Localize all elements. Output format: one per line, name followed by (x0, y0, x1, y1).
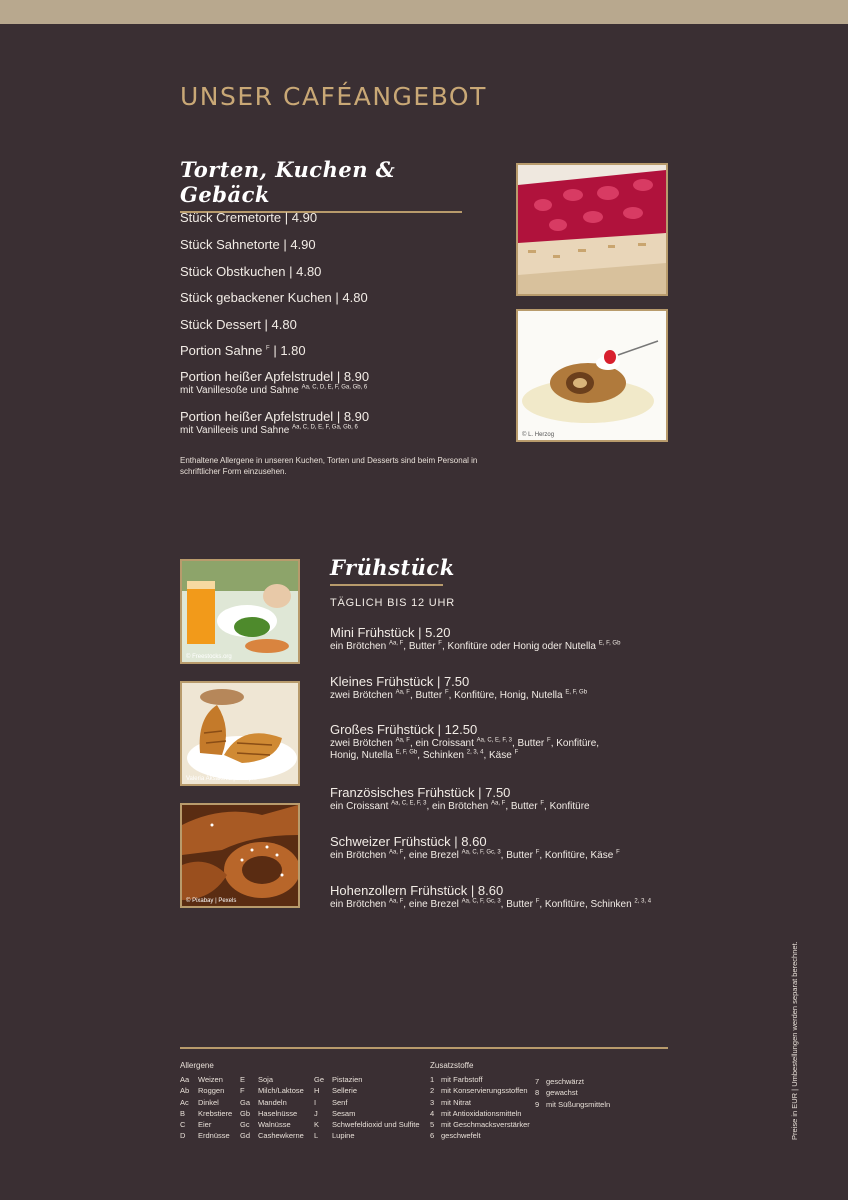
legend-label: Walnüsse (258, 1120, 291, 1130)
legend-code: J (314, 1108, 318, 1118)
apple-strudel-photo (516, 309, 668, 442)
breakfast-menu-item: Mini Frühstück | 5.20 ein Brötchen $^{Aa, F}$, Butter $^F$, Konfitüre oder Honig oder Nutella $^{E, F, Gb}$ (330, 625, 621, 652)
description-text: , Käse (483, 750, 515, 761)
allergen-codes: Aa, F (388, 898, 404, 905)
item-description (330, 690, 587, 702)
legend-code: C (180, 1120, 186, 1130)
legend-code: Ge (314, 1075, 325, 1084)
legend-label: Dinkel (198, 1097, 219, 1107)
item-price: 1.80 (280, 343, 306, 358)
item-price: 4.80 (342, 290, 368, 305)
legend-row (430, 1108, 530, 1119)
item-name: Französisches Frühstück (330, 785, 475, 800)
item-price: 7.50 (443, 674, 470, 689)
item-price: 8.90 (343, 409, 370, 424)
legend-label: Cashewkerne (258, 1131, 304, 1141)
breakfast-section-rule (330, 584, 443, 586)
legend-row (430, 1085, 530, 1096)
legend-row (180, 1097, 232, 1108)
legend-column (180, 1074, 232, 1142)
allergen-codes: E, F, Gb (395, 749, 418, 756)
legend-row (314, 1108, 420, 1119)
legend-label: Haselnüsse (258, 1108, 298, 1118)
legend-code: H (314, 1086, 320, 1096)
legend-label: Weizen (198, 1075, 223, 1084)
legend-label: mit Geschmacksverstärker (441, 1120, 530, 1130)
cake-menu-item: Stück Sahnetorte | 4.90 (180, 237, 316, 252)
description-text: , Konfitüre, Honig, Nutella (448, 690, 566, 701)
item-price: 4.90 (291, 210, 318, 225)
legend-row (430, 1119, 530, 1130)
legend-label: Eier (198, 1120, 212, 1130)
allergen-note: Enthaltene Allergene in unseren Kuchen, Torten und Desserts sind beim Personal in schriftlicher Form einzusehen. (180, 456, 478, 476)
legend-row (240, 1074, 304, 1085)
strudel-photo-credit: © L. Herzog (522, 432, 555, 438)
legend-code: Aa (180, 1075, 190, 1084)
legend-label: Milch/Laktose (258, 1086, 304, 1096)
legend-label: geschwefelt (441, 1131, 481, 1141)
pretzel-photo (180, 803, 300, 908)
legend-column (314, 1074, 420, 1142)
item-name: Stück gebackener Kuchen (180, 290, 332, 305)
item-name: Stück Dessert (180, 317, 261, 332)
breakfast-table-photo (180, 559, 300, 664)
legend-label: geschwärzt (546, 1077, 584, 1086)
item-description (330, 641, 620, 653)
description-text: , Butter (512, 738, 548, 749)
legend-label: Roggen (198, 1086, 225, 1096)
item-price: 4.80 (271, 317, 297, 332)
legend-label: mit Antioxidationsmitteln (441, 1108, 522, 1118)
allergen-codes: E, F, Gb (565, 689, 588, 696)
legend-code: 4 (430, 1108, 435, 1118)
legend-code: B (180, 1108, 186, 1118)
cake-menu-item: Portion Sahne $^F$ | 1.80 (180, 343, 306, 358)
allergen-codes: Aa, F (388, 849, 404, 856)
cake-menu-item: Portion heißer Apfelstrudel | 8.90 mit Vanillesoße und Sahne $^{Aa, C, D, E, F, Ga, Gb, 6}$ (180, 369, 370, 396)
description-text: , Konfitüre oder Honig oder Nutella (441, 641, 599, 652)
item-description (330, 738, 599, 750)
legend-code: 5 (430, 1120, 435, 1130)
description-text: mit Vanilleeis und Sahne (180, 425, 293, 436)
item-name: Mini Frühstück (330, 625, 415, 640)
legend-label: mit Konservierungsstoffen (441, 1086, 528, 1096)
cake-section-title-text: Torten, Kuchen & Gebäck (180, 157, 396, 207)
cake-section-title (180, 157, 462, 213)
legend-code: Gc (240, 1120, 250, 1130)
description-text: , Butter (500, 899, 536, 910)
legend-row (180, 1108, 232, 1119)
legend-row (240, 1085, 304, 1096)
legend-row (535, 1087, 610, 1098)
cake-menu-item: Portion heißer Apfelstrudel | 8.90 mit Vanilleeis und Sahne $^{Aa, C, D, E, F, Ga, Gb, 6}$ (180, 409, 370, 436)
legend-code: Gb (240, 1108, 251, 1118)
allergen-codes: Aa, F (388, 640, 404, 647)
legend-row (180, 1074, 232, 1085)
description-text: , Butter (403, 641, 439, 652)
legend-code: K (314, 1120, 320, 1130)
croissant-photo-credit: Valeria Aksakova | Freepik (186, 776, 257, 782)
description-text: , Konfitüre (544, 801, 590, 812)
description-text: , eine Brezel (403, 850, 462, 861)
description-text: , ein Brötchen (426, 801, 491, 812)
item-price: 8.90 (343, 369, 370, 384)
cake-menu-item: Stück Obstkuchen | 4.80 (180, 264, 322, 279)
pretzel-photo-credit: © Pixabay | Pexels (186, 898, 237, 904)
legend-code: D (180, 1131, 186, 1141)
legend-row (314, 1074, 420, 1085)
item-name: Portion Sahne (180, 343, 263, 358)
footer-rule (180, 1047, 668, 1049)
legend-row (240, 1097, 304, 1108)
page-title: UNSER CAFÉANGEBOT (180, 82, 487, 111)
item-description (330, 801, 590, 813)
legend-label: Senf (332, 1097, 348, 1107)
legend-column (535, 1076, 610, 1110)
description-text: ein Brötchen (330, 850, 389, 861)
legend-row (180, 1085, 232, 1096)
item-price: 4.80 (296, 264, 322, 279)
legend-label: mit Nitrat (441, 1097, 471, 1107)
legend-column (240, 1074, 304, 1142)
legend-label: Soja (258, 1075, 274, 1084)
legend-row (535, 1076, 610, 1087)
legend-label: Schwefeldioxid und Sulfite (332, 1120, 420, 1130)
description-text: , ein Croissant (409, 738, 477, 749)
item-description (330, 750, 599, 762)
legend-row (180, 1119, 232, 1130)
item-name: Kleines Frühstück (330, 674, 434, 689)
description-text: , Konfitüre, (550, 738, 600, 749)
item-name: Stück Cremetorte (180, 210, 282, 225)
legend-row (430, 1074, 530, 1085)
legend-label: Krebstiere (198, 1108, 233, 1118)
additives-title: Zusatzstoffe (430, 1061, 474, 1070)
description-text: , Konfitüre, Käse (539, 850, 617, 861)
allergen-codes: 2, 3, 4 (466, 749, 484, 756)
item-description (330, 850, 620, 862)
allergen-codes: Aa, C, F, Gc, 3 (461, 898, 501, 905)
legend-code: 1 (430, 1075, 435, 1084)
description-text: ein Brötchen (330, 899, 389, 910)
item-name: Portion heißer Apfelstrudel (180, 369, 334, 384)
legend-row (314, 1119, 420, 1130)
legend-column (430, 1074, 530, 1142)
legend-code: Ga (240, 1097, 251, 1107)
allergen-codes: Aa, C, D, E, F, Ga, Gb, 6 (301, 384, 368, 391)
legend-row (240, 1108, 304, 1119)
cherry-cake-photo (516, 163, 668, 296)
allergens-title: Allergene (180, 1061, 214, 1070)
legend-code: Ac (180, 1097, 189, 1107)
item-name: Portion heißer Apfelstrudel (180, 409, 334, 424)
breakfast-menu-item: Kleines Frühstück | 7.50 zwei Brötchen $^{Aa, F}$, Butter $^F$, Konfitüre, Honig, Nutella $^{E, F, Gb}$ (330, 674, 588, 701)
allergen-codes: F (444, 689, 449, 696)
breakfast-section-title-text: Frühstück (330, 555, 455, 580)
item-price: 7.50 (485, 785, 511, 800)
allergen-codes: Aa, F (395, 737, 410, 744)
allergen-codes: F (616, 849, 620, 856)
item-name: Stück Obstkuchen (180, 264, 286, 279)
price-side-note: Preise in EUR | Umbestellungen werden separat berechnet. (790, 941, 799, 1140)
cake-menu-item: Stück gebackener Kuchen | 4.80 (180, 290, 368, 305)
legend-row (240, 1119, 304, 1130)
legend-label: gewachst (546, 1088, 578, 1098)
legend-label: Lupine (332, 1131, 355, 1141)
top-band (0, 0, 848, 24)
description-text: zwei Brötchen (330, 690, 396, 701)
breakfast-hours: TÄGLICH BIS 12 UHR (330, 597, 456, 609)
item-price: 12.50 (444, 722, 478, 737)
description-text: , Schinken (417, 750, 467, 761)
allergen-codes: Aa, C, F, Gc, 3 (461, 849, 501, 856)
legend-row (314, 1130, 420, 1141)
legend-row (314, 1085, 420, 1096)
item-price: 8.60 (477, 883, 504, 898)
legend-code: E (240, 1075, 246, 1084)
legend-code: 3 (430, 1097, 435, 1107)
legend-label: Mandeln (258, 1097, 287, 1107)
legend-code: I (314, 1097, 317, 1107)
description-text: , eine Brezel (403, 899, 462, 910)
cake-menu-item: Stück Dessert | 4.80 (180, 317, 297, 332)
allergen-codes: F (535, 849, 540, 856)
breakfast-menu-item: Hohenzollern Frühstück | 8.60 ein Brötchen $^{Aa, F}$, eine Brezel $^{Aa, C, F, Gc, 3}$, Butter $^F$, Konfitüre, Schinken $^{2, 3, 4}$ (330, 883, 652, 910)
legend-code: 6 (430, 1131, 435, 1141)
allergen-codes: F (438, 640, 442, 647)
allergen-codes: F (535, 898, 540, 905)
legend-label: Erdnüsse (198, 1131, 230, 1141)
breakfast-menu-item: Französisches Frühstück | 7.50 ein Croissant $^{Aa, C, E, F, 3}$, ein Brötchen $^{Aa, F}$, Butter $^F$, Konfitüre (330, 785, 590, 812)
description-text: , Butter (500, 850, 536, 861)
legend-code: F (240, 1086, 245, 1096)
legend-code: L (314, 1131, 319, 1141)
allergen-codes: Aa, C, E, F, 3 (476, 737, 512, 744)
legend-code: Gd (240, 1131, 251, 1141)
legend-row (240, 1130, 304, 1141)
allergen-codes: Aa, C, D, E, F, Ga, Gb, 6 (292, 424, 358, 431)
item-description (330, 899, 651, 911)
description-text: , Butter (505, 801, 541, 812)
item-name: Hohenzollern Frühstück (330, 883, 468, 898)
description-text: Honig, Nutella (330, 750, 396, 761)
breakfast-menu-item: Schweizer Frühstück | 8.60 ein Brötchen $^{Aa, F}$, eine Brezel $^{Aa, C, F, Gc, 3}$, Butter $^F$, Konfitüre, Käse $^F$ (330, 834, 620, 861)
legend-row (430, 1130, 530, 1141)
item-name: Großes Frühstück (330, 722, 435, 737)
description-text: zwei Brötchen (330, 738, 396, 749)
item-price: 8.60 (461, 834, 487, 849)
item-price: 4.90 (290, 237, 316, 252)
breakfast-section-title (330, 555, 455, 586)
legend-label: Sesam (332, 1108, 356, 1118)
legend-label: mit Süßungsmitteln (546, 1099, 611, 1109)
description-text: , Butter (409, 690, 445, 701)
description-text: mit Vanillesoße und Sahne (180, 385, 302, 396)
breakfast-photo-credit: © Freestocks.org (186, 654, 232, 660)
legend-label: mit Farbstoff (441, 1075, 483, 1084)
item-description (180, 425, 369, 437)
allergen-codes: Aa, F (490, 800, 506, 807)
allergen-codes: E, F, Gb (598, 640, 621, 647)
legend-row (180, 1130, 232, 1141)
croissant-photo (180, 681, 300, 786)
legend-code: Ab (180, 1086, 190, 1096)
allergen-codes: Aa, C, E, F, 3 (391, 800, 427, 807)
item-name: Stück Sahnetorte (180, 237, 280, 252)
description-text: ein Croissant (330, 801, 392, 812)
description-text: ein Brötchen (330, 641, 389, 652)
allergen-codes: F (540, 800, 545, 807)
legend-label: Pistazien (332, 1075, 363, 1084)
legend-row (430, 1097, 530, 1108)
allergen-codes: F (266, 345, 270, 352)
legend-row (314, 1097, 420, 1108)
legend-label: Sellerie (332, 1086, 358, 1096)
allergen-codes: Aa, F (395, 689, 410, 696)
allergen-codes: 2, 3, 4 (634, 898, 652, 905)
allergen-codes: F (547, 737, 551, 744)
item-price: 5.20 (425, 625, 451, 640)
cake-menu-item: Stück Cremetorte | 4.90 (180, 210, 318, 225)
legend-row (535, 1099, 610, 1110)
item-description (180, 385, 369, 397)
legend-code: 9 (535, 1099, 540, 1109)
legend-code: 8 (535, 1088, 540, 1098)
description-text: , Konfitüre, Schinken (539, 899, 635, 910)
item-name: Schweizer Frühstück (330, 834, 451, 849)
allergen-codes: F (514, 749, 519, 756)
legend-code: 7 (535, 1077, 540, 1086)
breakfast-menu-item: Großes Frühstück | 12.50 zwei Brötchen $^{Aa, F}$, ein Croissant $^{Aa, C, E, F, 3}$, Butter $^F$, Konfitüre, Honig, Nutella $^{E, F, Gb}$, Schinken $^{2, 3, 4}$, Käse $^F$ (330, 722, 600, 761)
legend-code: 2 (430, 1086, 435, 1096)
